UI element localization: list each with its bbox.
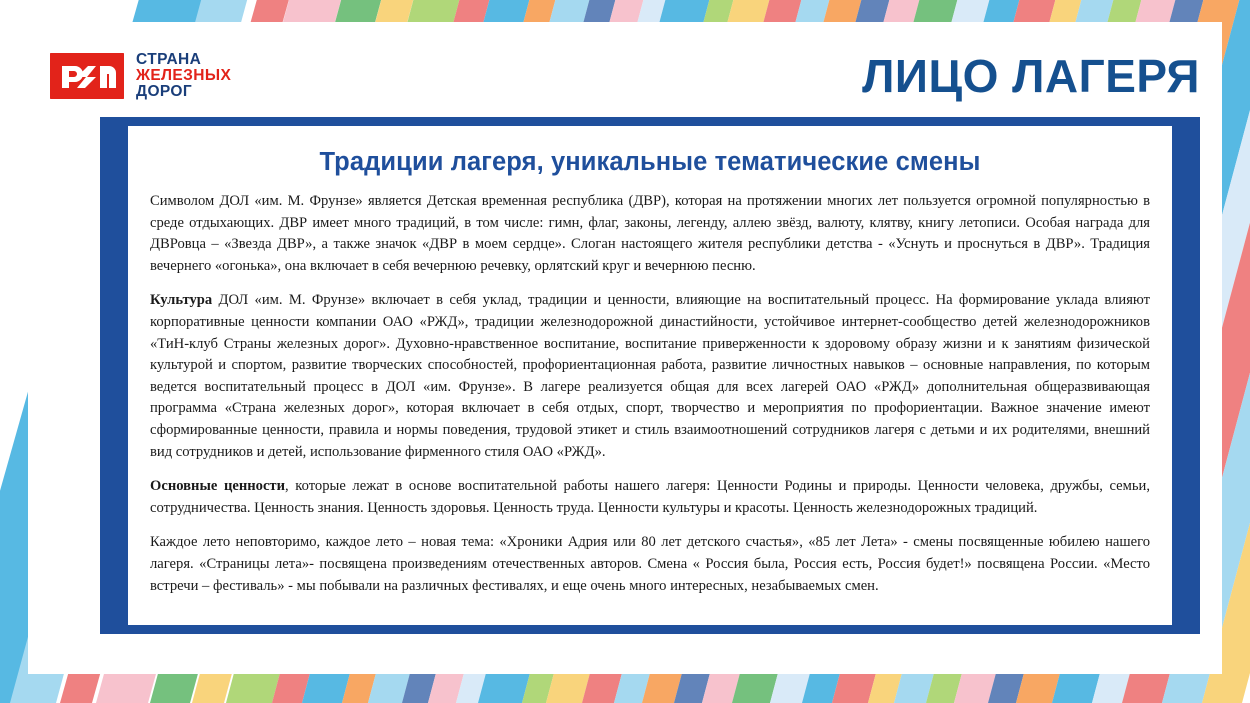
logo-line-3: ДОРОГ [136,82,193,100]
logo-line-1: СТРАНА [136,51,202,69]
logo-line-2: ЖЕЛЕЗНЫХ [136,67,232,85]
paragraph [150,476,1150,519]
paragraph [150,191,1150,277]
paragraph-lead: Основные ценности [150,478,286,495]
paragraph [150,532,1150,597]
paragraph-text: Символом ДОЛ «им. М. Фрунзе» является Детская временная республика (ДВР), которая на протяжении многих лет пользуется огромной популярностью в среде отдыхающих. ДВР имеет много традиций, в том числе: гимн, флаг, законы, легенду, аллею звёзд, валюту, клятву, книгу летописи. Особая награда для ДВРовца – «Звезда ДВР», а также значок «ДВР в моем сердце». Слоган настоящего жителя республики детства - «Уснуть и проснуться в ДВР». Традиция вечернего «огонька», она включает в себя вечернюю речевку, орлятский круг и вечернюю песню. [150,193,1150,274]
paragraph [150,290,1150,463]
content-title: Традиции лагеря, уникальные тематические смены [319,148,981,176]
content-body [128,191,1172,597]
paragraph-lead: Культура [150,292,213,309]
paragraph-text: ДОЛ «им. М. Фрунзе» включает в себя уклад, традиции и ценности, влияющие на воспитательный процесс. На формирование уклада влияют корпоративные ценности компании ОАО «РЖД», традиции железнодорожной династийности, устойчивое интернет-сообщество детей железнодорожников «ТиН-клуб Страны железных дорог». Духовно-нравственное воспитание, воспитание приверженности к здоровому образу жизни и к занятиям физической культурой и спортом, развитие творческих способностей, профориентационная работа, развитие личностных навыков – основные направления, по которым ведется воспитательный процесс в ДОЛ «им. Фрунзе». В лагере реализуется общая для всех лагерей ОАО «РЖД» дополнительная общеразвивающая программа «Страна железных дорог», которая включает в себя отдых, спорт, творчество и мероприятия по профориентации. Важное значение имеют сформированные ценности, правила и нормы поведения, трудовой этикет и стиль взаимоотношений сотрудников лагеря с детьми и их родителями, внешний вид сотрудников и детей, использование фирменного стиля ОАО «РЖД». [150,292,1150,460]
brand-logo-text [136,52,231,99]
brand-logo [50,52,231,99]
page-title: ЛИЦО ЛАГЕРЯ [862,50,1200,102]
slide-header [50,45,1200,107]
rzd-logo-icon [50,53,124,99]
content-card [128,126,1172,625]
paragraph-text: Каждое лето неповторимо, каждое лето – новая тема: «Хроники Адрия или 80 лет детского счастья», «85 лет Лета» - смены посвященные юбилею нашего лагеря. «Страницы лета»- посвящена произведениям отечественных авторов. Смена « Россия была, Россия есть, Россия будет!» посвящена России. «Место встречи – фестиваль» - мы побывали на различных фестивалях, и еще очень много интересных, незабываемых смен. [150,534,1150,594]
paragraph-text: , которые лежат в основе воспитательной работы нашего лагеря: Ценности Родины и природы. Ценности человека, дружбы, семьи, сотрудничества. Ценность знания. Ценность здоровья. Ценность труда. Ценности культуры и красоты. Ценность железнодорожных традиций. [150,478,1150,516]
